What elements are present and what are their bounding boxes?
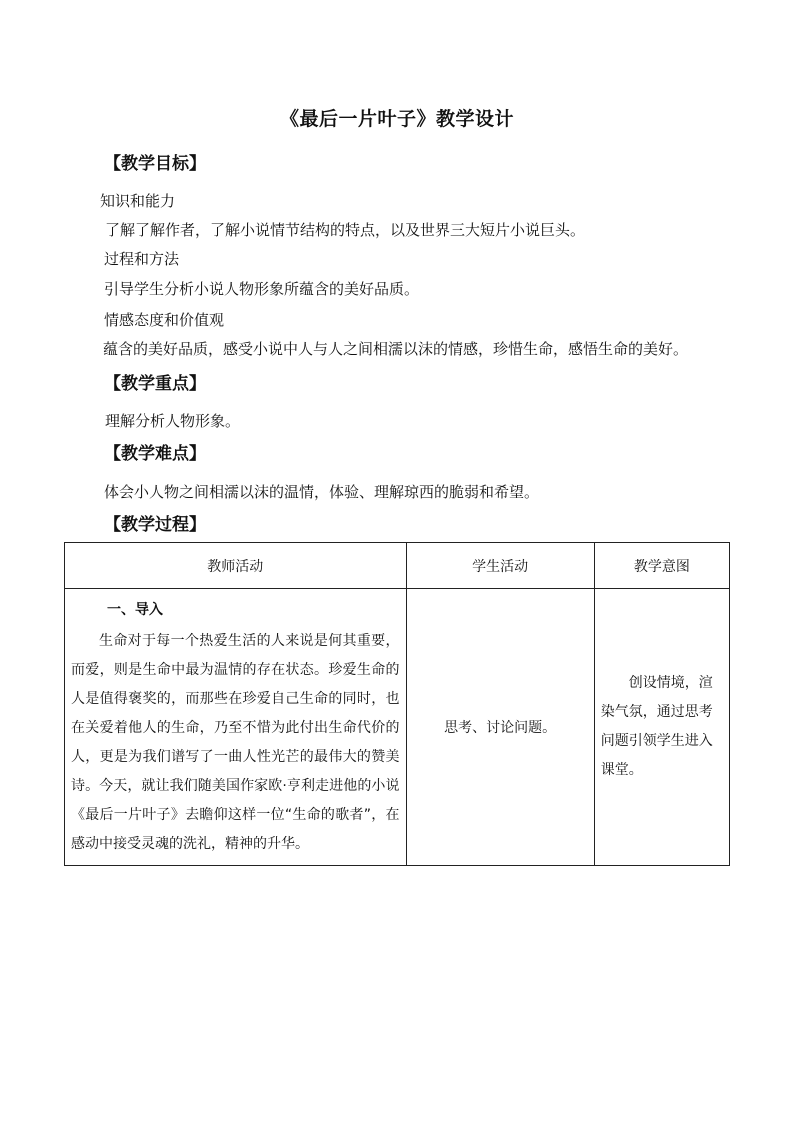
key-points-text: 理解分析人物形象。: [105, 412, 241, 430]
table-header-row: [65, 543, 730, 589]
column-header-student: 学生活动: [406, 543, 594, 589]
teaching-intent-cell: [594, 589, 729, 866]
column-header-intent: 教学意图: [594, 543, 729, 589]
process-heading: 【教学过程】: [104, 515, 206, 535]
difficulties-text: 体会小人物之间相濡以沫的温情，体验、理解琼西的脆弱和希望。: [104, 483, 540, 501]
student-activity-text: 思考、讨论问题。: [444, 720, 557, 736]
student-activity-cell: [406, 589, 594, 866]
objectives-heading: 【教学目标】: [104, 154, 206, 174]
page-title: 《最后一片叶子》教学设计: [279, 108, 514, 130]
difficulties-heading: 【教学难点】: [104, 444, 206, 464]
teacher-activity-text: 生命对于每一个热爱生活的人来说是何其重要，而爱，则是生命中最为温情的存在状态。珍爱生命的人是值得褒奖的，而那些在珍爱自己生命的同时，也在关爱着他人的生命，乃至不惜为此付出生命代价的人，更是为我们谱写了一曲人性光芒的最伟大的赞美诗。今天，就让我们随美国作家欧·亨利走进他的小说《最后一片叶子》去瞻仰这样一位“生命的歌者”，在感动中接受灵魂的洗礼，精神的升华。: [71, 633, 400, 852]
teaching-intent-text: 创设情境，渲染气氛，通过思考问题引领学生进入课堂。: [600, 675, 713, 778]
knowledge-text: 了解了解作者，了解小说情节结构的特点，以及世界三大短片小说巨头。: [105, 221, 586, 239]
emotion-text: 蕴含的美好品质，感受小说中人与人之间相濡以沫的情感，珍惜生命，感悟生命的美好。: [103, 340, 689, 358]
column-header-teacher: 教师活动: [65, 543, 407, 589]
process-label: 过程和方法: [104, 250, 180, 268]
knowledge-label: 知识和能力: [100, 192, 176, 210]
process-text: 引导学生分析小说人物形象所蕴含的美好品质。: [104, 280, 420, 298]
teacher-activity-cell: [65, 589, 407, 866]
teaching-process-table: [64, 542, 730, 866]
key-points-heading: 【教学重点】: [104, 374, 206, 394]
table-row: [65, 589, 730, 866]
emotion-label: 情感态度和价值观: [104, 311, 225, 329]
section-title: 一、导入: [107, 602, 163, 618]
